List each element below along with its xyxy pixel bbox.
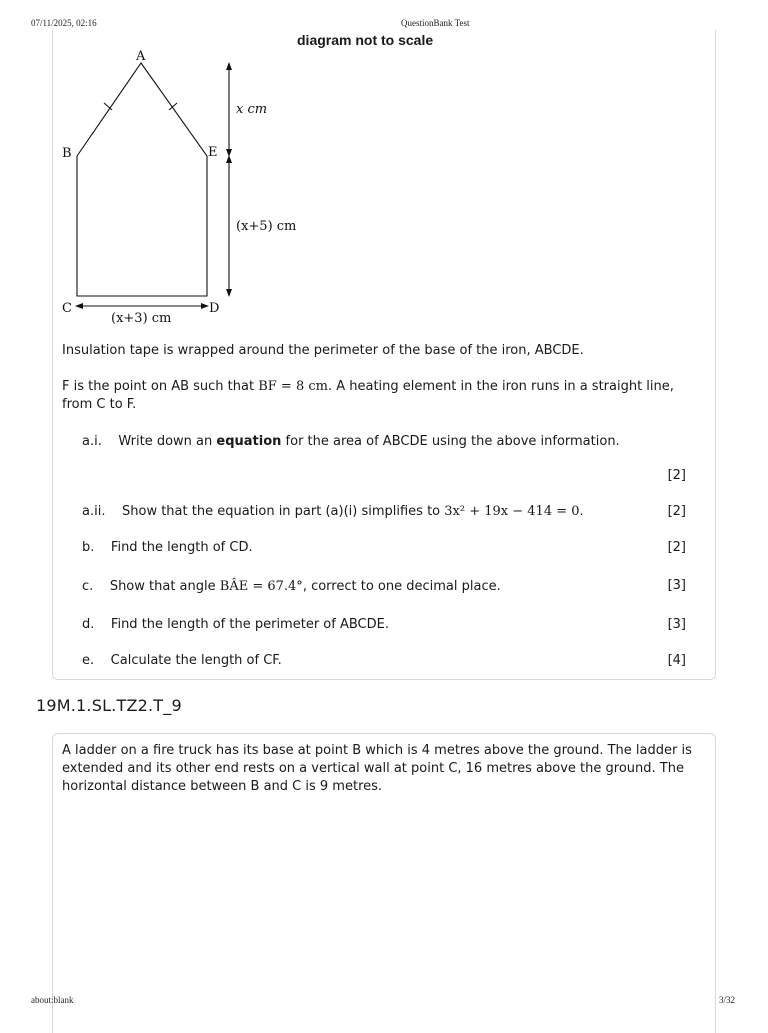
pentagon-outline xyxy=(77,63,207,296)
print-title: QuestionBank Test xyxy=(401,18,470,28)
part-label: a.i. xyxy=(82,434,102,449)
part-d xyxy=(82,616,389,634)
vertex-label-b: B xyxy=(62,146,72,161)
part-label: e. xyxy=(82,653,95,668)
print-page-number: 3/32 xyxy=(719,995,736,1005)
part-aii xyxy=(82,503,584,521)
marks-c: [3] xyxy=(667,578,686,593)
part-label: c. xyxy=(82,579,94,594)
part-text: for the area of ABCDE using the above information. xyxy=(281,434,620,449)
point-f-math: BF = 8 cm xyxy=(258,379,328,394)
part-text-bold: equation xyxy=(216,434,282,449)
marks-b: [2] xyxy=(667,540,686,555)
part-text: Show that the equation in part (a)(i) simplifies to xyxy=(122,504,445,519)
point-f-post: . A heating element in the iron runs in a straight line, from C to F. xyxy=(62,379,674,412)
point-f-pre: F is the point on AB such that xyxy=(62,379,259,394)
part-label: a.ii. xyxy=(82,504,106,519)
marks-e: [4] xyxy=(667,653,686,668)
question-id-heading: 19M.1.SL.TZ2.T_9 xyxy=(36,696,182,715)
part-text: . xyxy=(579,504,584,519)
part-ai xyxy=(82,433,620,451)
pentagon-diagram xyxy=(0,30,300,330)
vertex-label-a: A xyxy=(136,49,146,64)
part-text: , correct to one decimal place. xyxy=(302,579,501,594)
part-b xyxy=(82,539,253,557)
vertex-label-e: E xyxy=(208,145,218,160)
label-x: x cm xyxy=(236,102,268,117)
print-datetime: 07/11/2025, 02:16 xyxy=(31,18,97,28)
vertex-label-c: C xyxy=(62,301,72,316)
part-math: BÂE = 67.4° xyxy=(219,579,303,594)
label-x-plus-3: (x+3) cm xyxy=(111,311,172,326)
intro-text: Insulation tape is wrapped around the perimeter of the base of the iron, ABCDE. xyxy=(62,343,584,358)
point-f-text xyxy=(62,378,692,414)
part-math: 3x² + 19x − 414 = 0 xyxy=(444,504,580,519)
label-x-plus-5: (x+5) cm xyxy=(236,219,297,234)
marks-aii: [2] xyxy=(667,504,686,519)
part-text: Show that angle xyxy=(109,579,220,594)
ladder-question-text: A ladder on a fire truck has its base at point B which is 4 metres above the ground. The ladder is extended and its other end rests on a vertical wall at point C, 16 metres above the ground. The horizontal distance between B and C is 9 metres. xyxy=(62,743,692,794)
part-label: b. xyxy=(82,540,95,555)
part-text: Find the length of CD. xyxy=(110,540,253,555)
part-text: Find the length of the perimeter of ABCDE. xyxy=(110,617,389,632)
marks-d: [3] xyxy=(667,617,686,632)
part-text: Calculate the length of CF. xyxy=(110,653,282,668)
diagram-note: diagram not to scale xyxy=(297,32,434,48)
print-url: about:blank xyxy=(31,995,74,1005)
part-e xyxy=(82,652,282,670)
part-label: d. xyxy=(82,617,95,632)
marks-ai: [2] xyxy=(667,468,686,483)
part-text: Write down an xyxy=(118,434,217,449)
vertex-label-d: D xyxy=(209,301,220,316)
part-c xyxy=(82,578,501,596)
